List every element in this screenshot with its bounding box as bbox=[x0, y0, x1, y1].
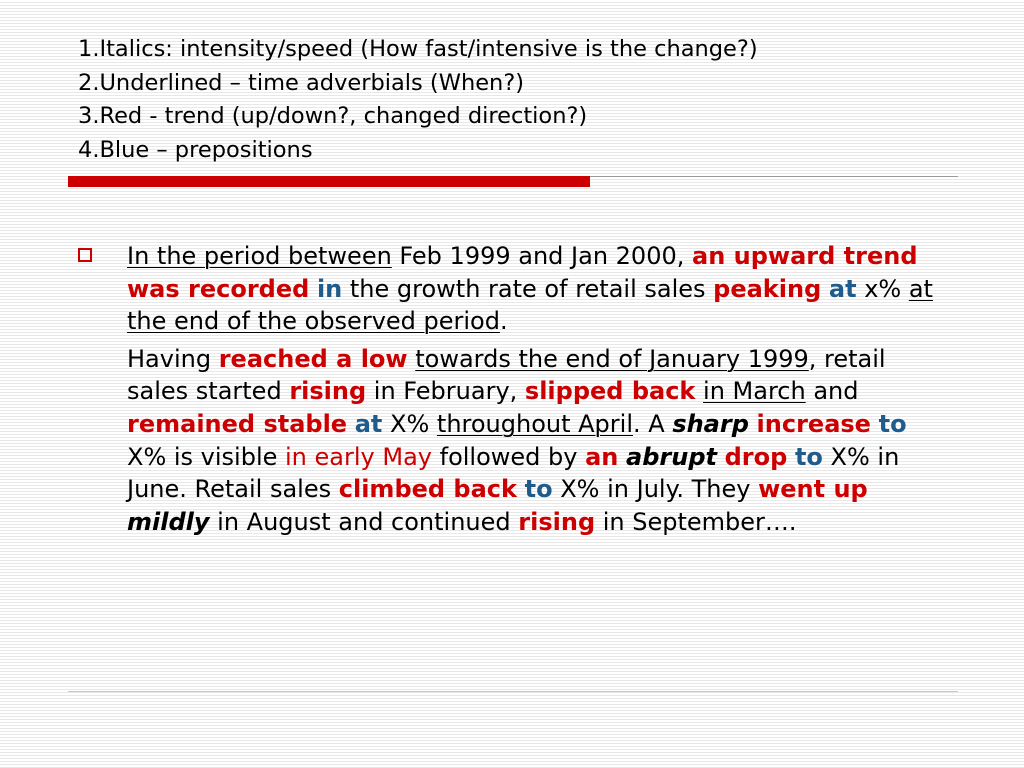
time-adverbial: towards the end of January 1999 bbox=[415, 344, 809, 373]
text-run bbox=[618, 443, 626, 471]
text-run: . bbox=[499, 307, 508, 336]
trend-phrase: rising bbox=[289, 377, 367, 406]
intensity-word: abrupt bbox=[626, 442, 717, 471]
text-run: Having bbox=[127, 344, 219, 373]
time-phrase-red: in early May bbox=[285, 442, 432, 471]
text-run bbox=[871, 410, 879, 438]
trend-phrase: climbed back bbox=[338, 475, 517, 504]
text-run: followed by bbox=[431, 442, 586, 471]
time-adverbial: at the end of the observed period bbox=[127, 274, 933, 336]
time-adverbial: in March bbox=[703, 377, 806, 406]
trend-phrase: increase bbox=[756, 409, 871, 438]
trend-phrase: rising bbox=[518, 507, 596, 536]
text-run bbox=[821, 275, 829, 303]
text-run: and bbox=[805, 377, 859, 406]
text-run bbox=[347, 410, 355, 438]
legend-item-blue: 4.Blue – prepositions bbox=[78, 136, 313, 163]
trend-phrase: reached a low bbox=[218, 344, 408, 373]
preposition: at bbox=[828, 274, 857, 303]
text-run: . A bbox=[633, 409, 673, 438]
preposition: to bbox=[524, 475, 553, 504]
text-run: x% bbox=[856, 274, 909, 303]
example-paragraph-1 bbox=[127, 240, 947, 338]
text-run: in September…. bbox=[595, 507, 797, 536]
text-run: X% is visible bbox=[127, 442, 286, 471]
example-paragraph-2 bbox=[127, 343, 947, 539]
text-run bbox=[749, 410, 757, 438]
text-run: Feb 1999 and Jan 2000, bbox=[391, 242, 692, 270]
slide-title-legend bbox=[78, 33, 1008, 167]
legend-item-italics: 1.Italics: intensity/speed (How fast/intensive is the change?) bbox=[78, 36, 758, 62]
title-accent-bar bbox=[68, 176, 590, 187]
footer-divider-line bbox=[68, 691, 958, 692]
text-run bbox=[309, 275, 317, 303]
text-run bbox=[695, 377, 703, 405]
time-adverbial: throughout April bbox=[436, 409, 633, 438]
text-run: in August and continued bbox=[209, 507, 519, 536]
text-run bbox=[517, 475, 525, 503]
trend-phrase: peaking bbox=[713, 274, 822, 303]
preposition: to bbox=[878, 409, 907, 438]
preposition: to bbox=[794, 442, 823, 471]
legend-item-red: 3.Red - trend (up/down?, changed direction?) bbox=[78, 103, 588, 129]
text-run bbox=[717, 443, 725, 471]
legend-item-underlined: 2.Underlined – time adverbials (When?) bbox=[78, 69, 525, 96]
time-adverbial: In the period between bbox=[127, 242, 392, 270]
trend-phrase: an bbox=[585, 442, 619, 471]
hollow-square-icon bbox=[78, 248, 92, 262]
text-run: X% in June. Retail sales bbox=[127, 442, 900, 504]
preposition: in bbox=[316, 274, 343, 303]
preposition: at bbox=[354, 409, 383, 438]
text-run: X% in July. They bbox=[552, 475, 759, 504]
intensity-word: mildly bbox=[127, 507, 210, 536]
trend-phrase: remained stable bbox=[127, 409, 348, 438]
text-run bbox=[787, 443, 795, 471]
trend-phrase: drop bbox=[724, 442, 788, 471]
intensity-word: sharp bbox=[672, 409, 749, 438]
slide-body-text bbox=[127, 240, 947, 538]
trend-phrase: went up bbox=[758, 475, 868, 504]
text-run: the growth rate of retail sales bbox=[342, 274, 714, 303]
trend-phrase: slipped back bbox=[524, 377, 696, 406]
trend-phrase: an upward trend was recorded bbox=[127, 242, 918, 303]
text-run: X% bbox=[382, 409, 437, 438]
text-run: , retail sales started bbox=[127, 344, 886, 406]
text-run: in February, bbox=[366, 377, 525, 406]
